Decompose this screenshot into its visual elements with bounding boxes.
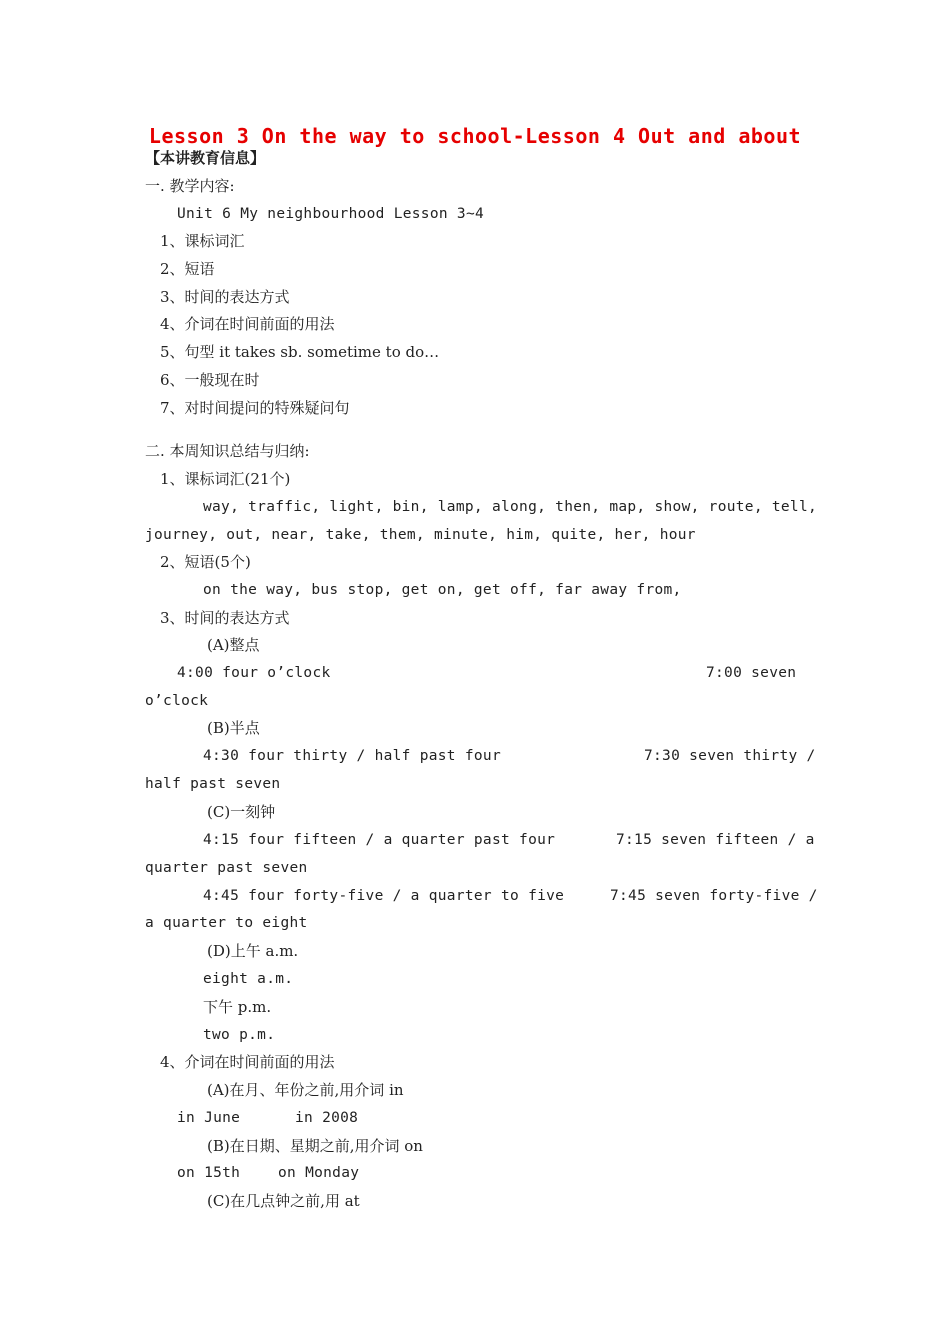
time-example: half past seven xyxy=(145,776,281,792)
prep-example: on Monday xyxy=(278,1165,360,1181)
time-example: 7:30 seven thirty / xyxy=(644,748,816,764)
sub-label: (A)在月、年份之前,用介词 in xyxy=(207,1081,404,1099)
vocab-line: journey, out, near, take, them, minute, him, quite, her, hour xyxy=(145,527,696,543)
time-example: 4:15 four fifteen / a quarter past four xyxy=(203,832,556,848)
sub-label: 下午 p.m. xyxy=(203,998,272,1016)
info-header: 【本讲教育信息】 xyxy=(145,149,266,167)
time-example: 7:45 seven forty-five / xyxy=(610,888,818,904)
time-example: 4:45 four forty-five / a quarter to five xyxy=(203,888,565,904)
vocab-line: way, traffic, light, bin, lamp, along, then, map, show, route, tell, xyxy=(203,499,818,515)
lesson-title: Lesson 3 On the way to school-Lesson 4 Out and about xyxy=(148,124,802,148)
time-example: 7:15 seven fifteen / a xyxy=(616,832,815,848)
prep-example: on 15th xyxy=(177,1165,241,1181)
section2-heading: 二. 本周知识总结与归纳: xyxy=(145,442,310,460)
section1-heading: 一. 教学内容: xyxy=(145,177,235,195)
sub-label: (B)半点 xyxy=(207,719,260,737)
sub-label: (B)在日期、星期之前,用介词 on xyxy=(207,1137,423,1155)
time-example: a quarter to eight xyxy=(145,915,308,931)
time-example: two p.m. xyxy=(203,1027,276,1043)
content-item: 3、时间的表达方式 xyxy=(160,288,290,306)
time-example: o’clock xyxy=(145,693,209,709)
time-heading: 3、时间的表达方式 xyxy=(160,609,290,627)
content-item: 2、短语 xyxy=(160,260,215,278)
content-item: 4、介词在时间前面的用法 xyxy=(160,315,335,333)
content-item: 1、课标词汇 xyxy=(160,232,245,250)
prep-heading: 4、介词在时间前面的用法 xyxy=(160,1053,335,1071)
content-item: 7、对时间提问的特殊疑问句 xyxy=(160,399,350,417)
time-example: quarter past seven xyxy=(145,860,308,876)
sub-label: (C)在几点钟之前,用 at xyxy=(207,1192,360,1210)
time-example: 4:00 four o’clock xyxy=(177,665,331,681)
vocab-heading: 1、课标词汇(21个) xyxy=(160,470,291,488)
time-example: 7:00 seven xyxy=(706,665,797,681)
sub-label: (A)整点 xyxy=(207,636,260,654)
phrase-list: on the way, bus stop, get on, get off, far away from, xyxy=(203,582,682,598)
sub-label: (C)一刻钟 xyxy=(207,803,276,821)
time-example: eight a.m. xyxy=(203,971,294,987)
content-item: 6、一般现在时 xyxy=(160,371,260,389)
phrase-heading: 2、短语(5个) xyxy=(160,553,251,571)
prep-example: in June xyxy=(177,1110,241,1126)
time-example: 4:30 four thirty / half past four xyxy=(203,748,501,764)
content-item: 5、句型 it takes sb. sometime to do… xyxy=(160,343,440,361)
sub-label: (D)上午 a.m. xyxy=(207,942,299,960)
prep-example: in 2008 xyxy=(295,1110,359,1126)
unit-line: Unit 6 My neighbourhood Lesson 3~4 xyxy=(177,206,485,222)
